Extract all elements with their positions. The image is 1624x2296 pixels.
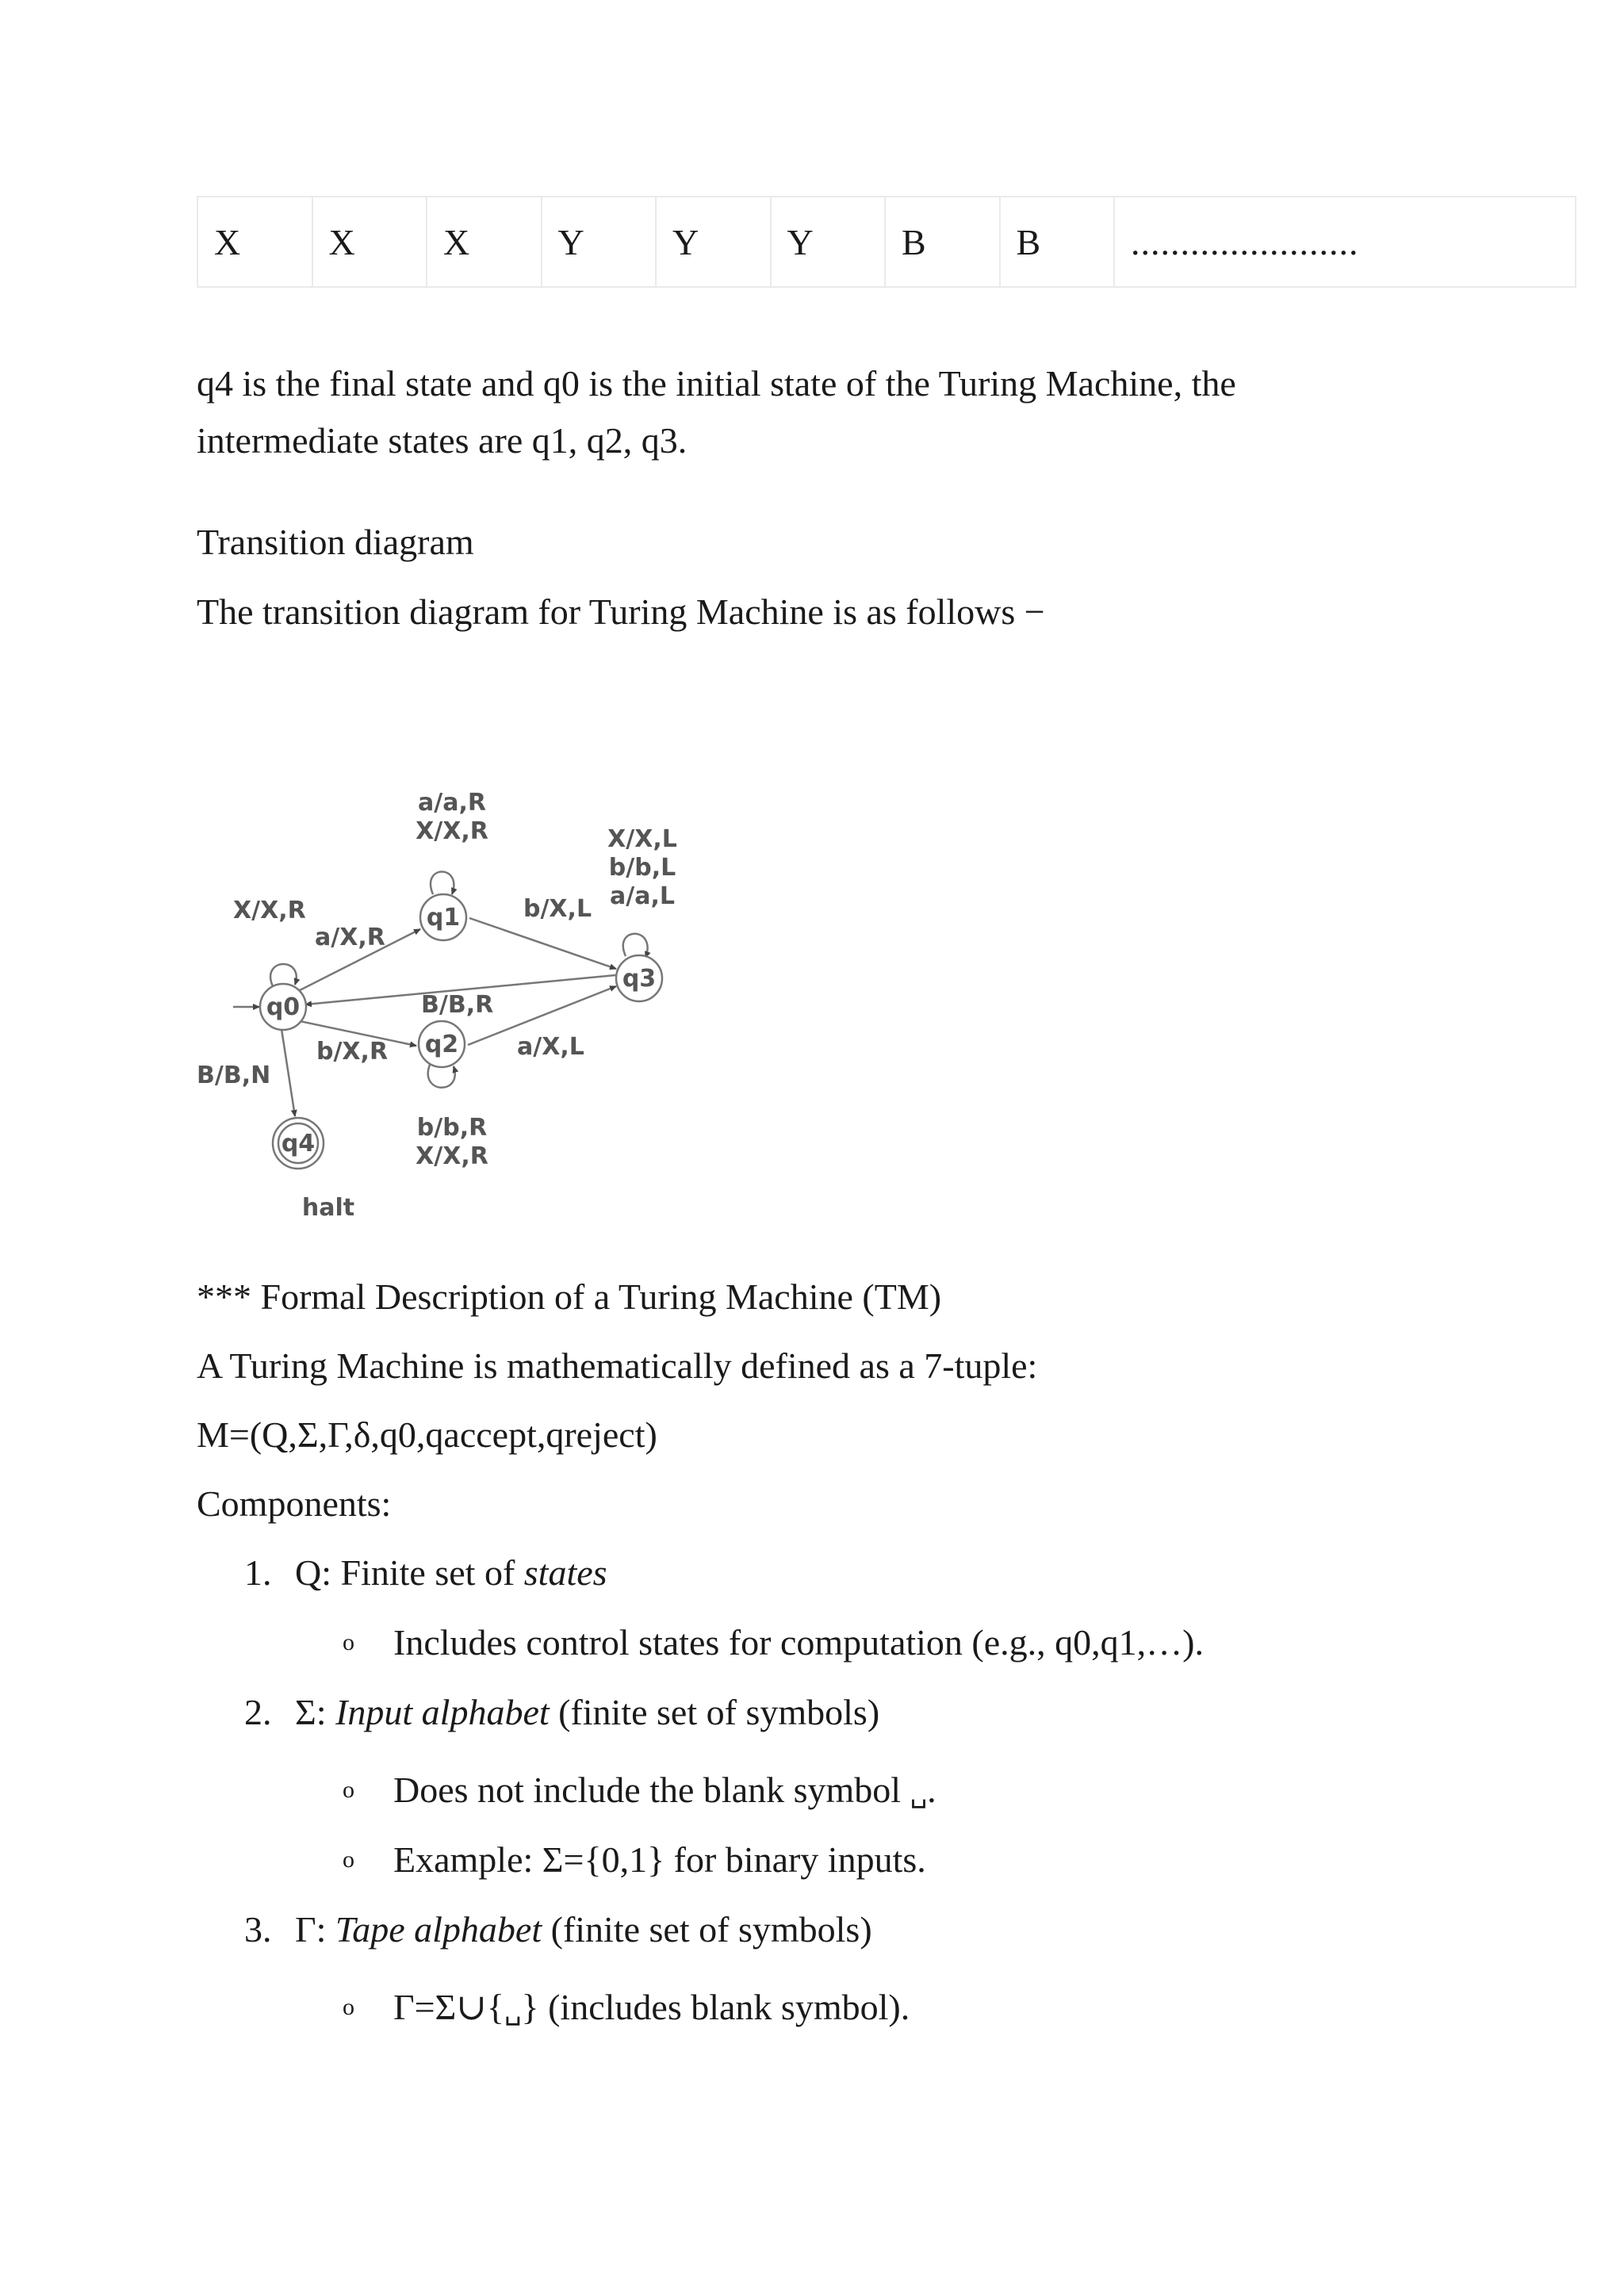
sub-item-text: } (includes blank symbol). bbox=[521, 1987, 910, 2027]
state-q3-label: q3 bbox=[622, 965, 657, 993]
blank-symbol: ␣ bbox=[504, 1995, 522, 2026]
intro-line-2: intermediate states are q1, q2, q3. bbox=[197, 420, 688, 461]
list-number: 2. bbox=[244, 1692, 272, 1732]
label-q1-loop-2: X/X,R bbox=[416, 817, 488, 845]
formal-definition: A Turing Machine is mathematically defined as a 7-tuple: bbox=[197, 1345, 1038, 1386]
transition-heading: Transition diagram bbox=[197, 522, 474, 562]
label-q0-q1: a/X,R bbox=[315, 924, 385, 951]
sub-item: Includes control states for computation (e.g., q0,q1,…). bbox=[393, 1622, 1204, 1663]
label-q3-q0: B/B,R bbox=[421, 991, 494, 1019]
label-halt: halt bbox=[301, 1194, 355, 1222]
list-number: 1. bbox=[244, 1552, 272, 1593]
edge-q1-q3 bbox=[469, 918, 616, 969]
tape-cell: B bbox=[885, 197, 1000, 287]
tape-cell: X bbox=[197, 197, 312, 287]
loop-q1 bbox=[431, 872, 454, 895]
loop-q2 bbox=[428, 1065, 455, 1088]
bullet-marker: o bbox=[343, 1777, 354, 1803]
sub-item bbox=[393, 1979, 910, 2039]
tape-cell: Y bbox=[656, 197, 771, 287]
edge-q0-q4 bbox=[282, 1029, 295, 1116]
formal-tuple: M=(Q,Σ,Γ,δ,q0,qaccept,qreject) bbox=[197, 1414, 657, 1455]
component-symbol: Γ: bbox=[295, 1909, 335, 1950]
list-item-sigma bbox=[295, 1684, 879, 1741]
state-q4-label: q4 bbox=[281, 1130, 316, 1158]
bullet-marker: o bbox=[343, 1629, 354, 1655]
state-q0-label: q0 bbox=[266, 993, 301, 1021]
label-q2-loop-1: b/b,R bbox=[416, 1114, 488, 1142]
component-rest: (finite set of symbols) bbox=[549, 1692, 880, 1732]
tape-cell: B bbox=[1000, 197, 1115, 287]
loop-q3 bbox=[623, 934, 648, 958]
tape-cell: X bbox=[427, 197, 542, 287]
components-label: Components: bbox=[197, 1483, 392, 1524]
sub-item-text: Does not include the blank symbol bbox=[393, 1770, 910, 1810]
state-q2-label: q2 bbox=[424, 1031, 459, 1058]
turing-machine-diagram bbox=[193, 777, 741, 1237]
tape-cell-ellipsis: ....................... bbox=[1114, 197, 1576, 287]
component-term: Input alphabet bbox=[335, 1692, 550, 1732]
label-q1-loop-1: a/a,R bbox=[418, 789, 486, 817]
sub-item: Example: Σ={0,1} for binary inputs. bbox=[393, 1839, 926, 1880]
label-q0-q4: B/B,N bbox=[197, 1062, 271, 1089]
sub-item-text: Γ=Σ∪{ bbox=[393, 1987, 504, 2027]
component-term: Tape alphabet bbox=[335, 1909, 542, 1950]
component-symbol: Q: Finite set of bbox=[295, 1552, 524, 1593]
label-q2-loop-2: X/X,R bbox=[416, 1142, 488, 1170]
intro-line-1: q4 is the final state and q0 is the initial state of the Turing Machine, the bbox=[197, 363, 1236, 404]
label-q0-loop: X/X,R bbox=[233, 897, 306, 924]
label-q0-q2: b/X,R bbox=[316, 1038, 389, 1066]
tape-cell: Y bbox=[771, 197, 886, 287]
blank-symbol: ␣ bbox=[910, 1777, 928, 1809]
label-q3-loop-3: a/a,L bbox=[610, 882, 675, 910]
intro-paragraph bbox=[197, 355, 1465, 469]
formal-heading: *** Formal Description of a Turing Machine (TM) bbox=[197, 1276, 942, 1317]
component-symbol: Σ: bbox=[295, 1692, 336, 1732]
sub-item bbox=[393, 1762, 936, 1822]
state-q1-label: q1 bbox=[426, 904, 461, 932]
tape-table bbox=[197, 196, 1576, 288]
tape-cell: X bbox=[312, 197, 427, 287]
list-number: 3. bbox=[244, 1909, 272, 1950]
tape-cell: Y bbox=[542, 197, 657, 287]
component-rest: (finite set of symbols) bbox=[542, 1909, 872, 1950]
sub-item-period: . bbox=[927, 1770, 936, 1810]
list-item-q bbox=[295, 1544, 607, 1601]
label-q3-loop-1: X/X,L bbox=[607, 825, 677, 853]
tape-row bbox=[197, 197, 1576, 287]
transition-text: The transition diagram for Turing Machine is as follows − bbox=[197, 591, 1045, 632]
label-q1-q3: b/X,L bbox=[523, 895, 592, 923]
component-term: states bbox=[523, 1552, 607, 1593]
label-q3-loop-2: b/b,L bbox=[608, 854, 676, 882]
bullet-marker: o bbox=[343, 1994, 354, 2020]
list-item-gamma bbox=[295, 1901, 872, 1958]
bullet-marker: o bbox=[343, 1846, 354, 1873]
label-q2-q3: a/X,L bbox=[517, 1033, 584, 1061]
